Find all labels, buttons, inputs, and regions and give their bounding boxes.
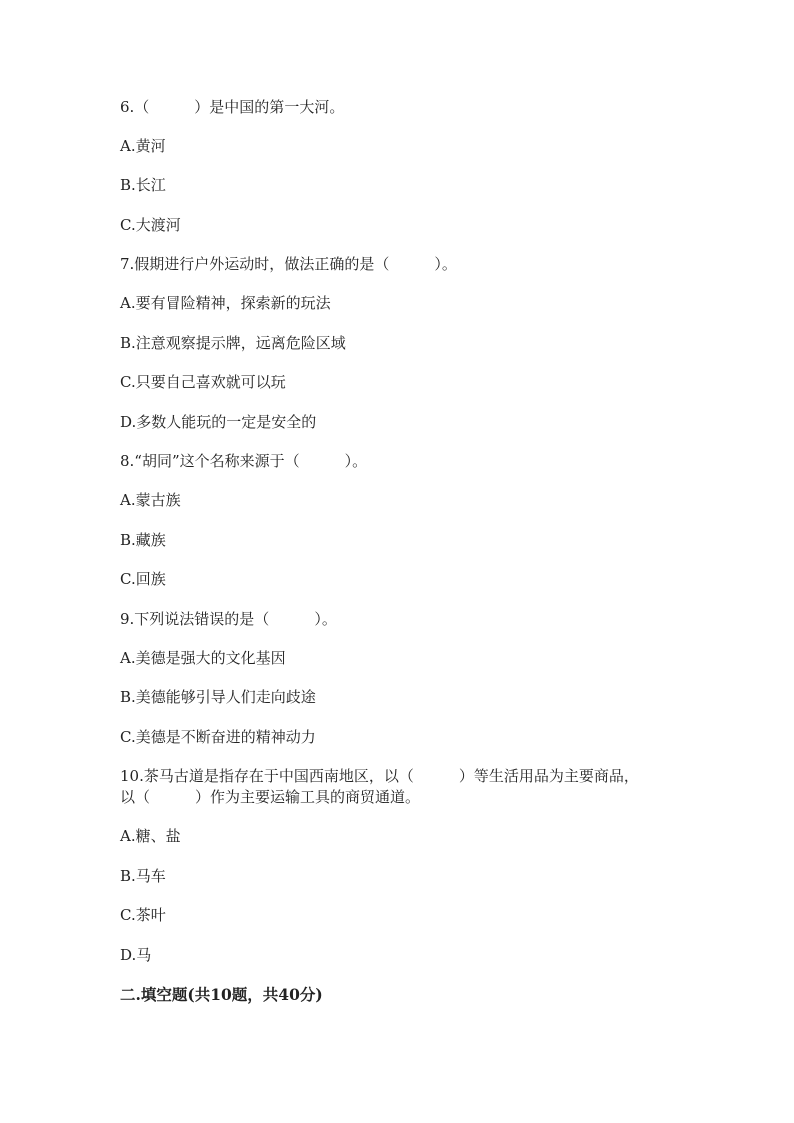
question-7-option-d: D.多数人能玩的一定是安全的 [120,413,317,431]
question-6-option-c: C.大渡河 [120,216,181,234]
question-10-option-a: A.糖、盐 [120,827,181,845]
question-10-option-b: B.马车 [120,867,166,885]
question-10-option-d: D.马 [120,946,152,964]
section-heading: 二.填空题(共10题，共40分) [120,985,323,1004]
question-6-stem: 6.（ ）是中国的第一大河。 [120,98,345,116]
question-9-stem: 9.下列说法错误的是（ ）。 [120,610,337,628]
question-8-option-b: B.藏族 [120,531,166,549]
question-10-stem-line-2: 以（ ）作为主要运输工具的商贸通道。 [120,788,421,806]
question-7-stem: 7.假期进行户外运动时，做法正确的是（ ）。 [120,255,457,273]
question-10-option-c: C.茶叶 [120,906,166,924]
question-6-option-b: B.长江 [120,176,166,194]
question-8-stem: 8.“胡同”这个名称来源于（ ）。 [120,452,368,470]
question-6-option-a: A.黄河 [120,137,166,155]
question-8-option-a: A.蒙古族 [120,491,181,509]
question-9-option-b: B.美德能够引导人们走向歧途 [120,688,316,706]
question-7-option-a: A.要有冒险精神，探索新的玩法 [120,294,331,312]
question-7-option-c: C.只要自己喜欢就可以玩 [120,373,286,391]
question-8-option-c: C.回族 [120,570,166,588]
question-9-option-c: C.美德是不断奋进的精神动力 [120,728,316,746]
question-10-stem-line-1: 10.茶马古道是指存在于中国西南地区，以（ ）等生活用品为主要商品， [120,767,639,785]
question-9-option-a: A.美德是强大的文化基因 [120,649,286,667]
question-7-option-b: B.注意观察提示牌，远离危险区域 [120,334,346,352]
